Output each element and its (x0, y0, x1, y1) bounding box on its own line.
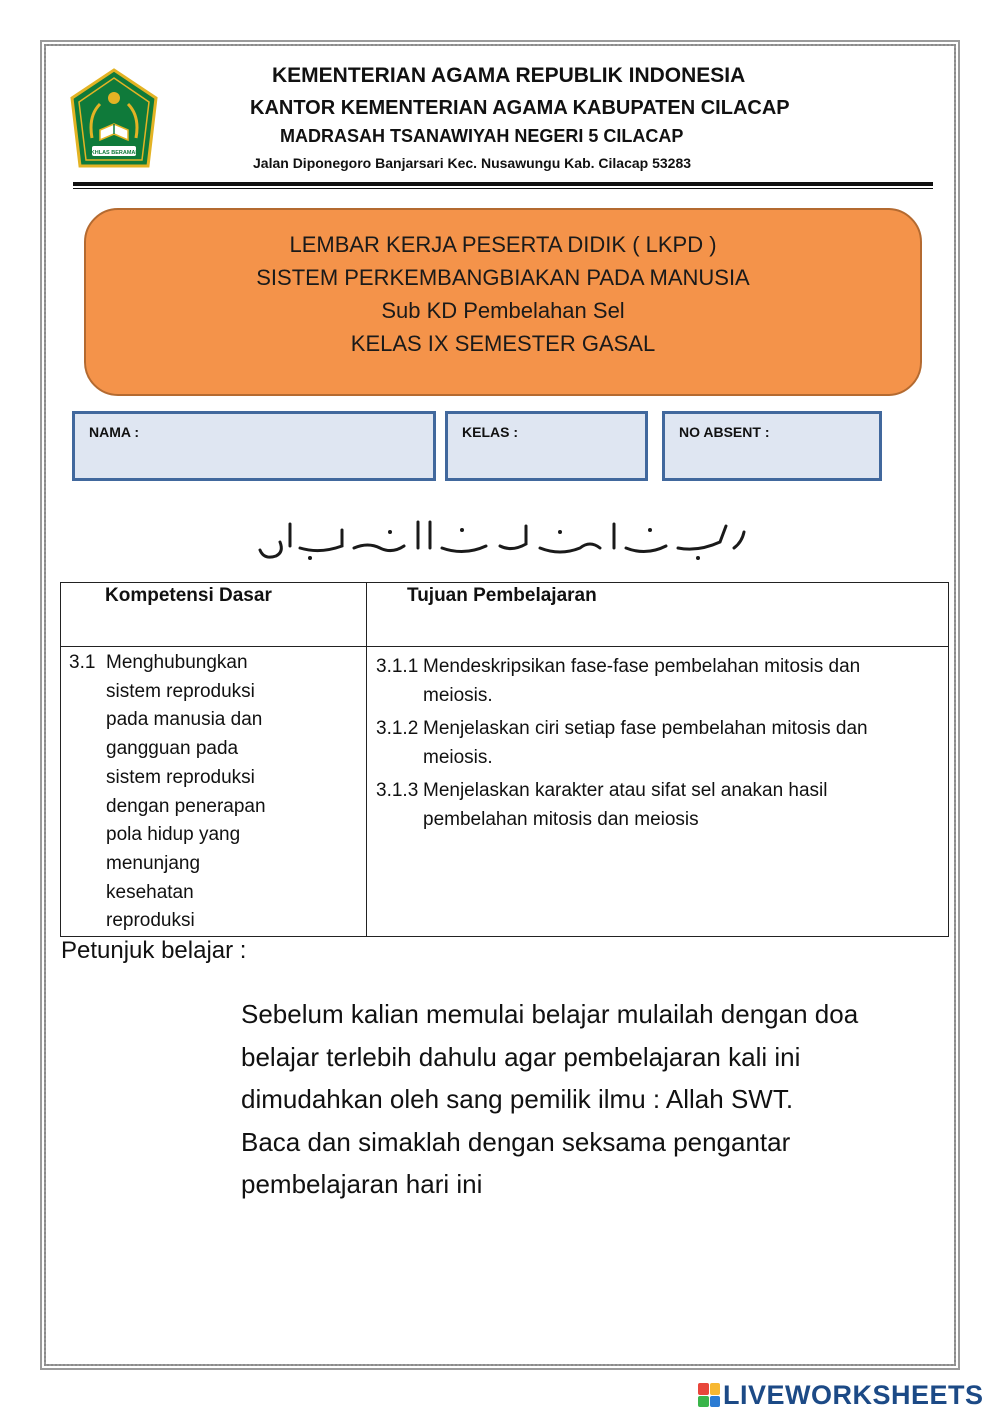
basmalah-calligraphy (250, 512, 750, 564)
kd-cell (61, 647, 367, 937)
title-line-3: Sub KD Pembelahan Sel (381, 298, 625, 323)
petunjuk-line: Sebelum kalian memulai belajar mulailah dengan doa (241, 999, 859, 1029)
brand-square-red (698, 1383, 709, 1395)
liveworksheets-brand[interactable] (698, 1379, 984, 1411)
petunjuk-line: dimudahkan oleh sang pemilik ilmu : Allah SWT. (241, 1084, 794, 1114)
list-item (376, 776, 948, 834)
header-rule-thin (73, 188, 933, 189)
worksheet-title-box (84, 208, 922, 396)
petunjuk-body (241, 993, 941, 1206)
title-line-1: LEMBAR KERJA PESERTA DIDIK ( LKPD ) (289, 232, 717, 257)
kd-line: gangguan pada (106, 738, 239, 760)
header-rule (73, 182, 933, 186)
competency-table (60, 582, 949, 937)
kd-line: dengan penerapan (106, 795, 266, 817)
liveworksheets-text: LIVEWORKSHEETS (723, 1379, 984, 1410)
tp-number: 3.1.3 (376, 780, 419, 801)
title-line-2: SISTEM PERKEMBANGBIAKAN PADA MANUSIA (256, 265, 750, 290)
brand-square-blue (710, 1396, 721, 1408)
kelas-label: KELAS : (462, 424, 518, 440)
kd-header: Kompetensi Dasar (61, 583, 367, 647)
brand-square-yellow (710, 1383, 721, 1395)
kd-line: sistem reproduksi (106, 680, 255, 702)
kelas-field[interactable] (445, 411, 648, 481)
title-line-4: KELAS IX SEMESTER GASAL (350, 331, 656, 356)
header-office: KANTOR KEMENTERIAN AGAMA KABUPATEN CILACAP (250, 97, 790, 119)
nama-field[interactable] (72, 411, 436, 481)
tp-text: Menjelaskan ciri setiap fase pembelahan mitosis dan (423, 718, 868, 739)
kd-line: sistem reproduksi (106, 766, 255, 788)
logo-motto: IKHLAS BERAMAL (89, 150, 139, 156)
table-row (61, 647, 949, 937)
star-icon (108, 92, 120, 104)
brand-square-green (698, 1396, 709, 1408)
tp-cell (367, 647, 949, 937)
list-item (376, 652, 948, 710)
table-header-row (61, 583, 949, 647)
header-ministry: KEMENTERIAN AGAMA REPUBLIK INDONESIA (272, 64, 746, 87)
kd-line: pada manusia dan (106, 709, 263, 731)
kd-line: reproduksi (106, 910, 195, 932)
tp-text: Mendeskripsikan fase-fase pembelahan mitosis dan (423, 656, 861, 677)
nama-label: NAMA : (89, 424, 140, 440)
tp-text-cont: meiosis. (423, 747, 493, 768)
liveworksheets-icon (698, 1383, 720, 1407)
tp-text-cont: pembelahan mitosis dan meiosis (423, 809, 699, 830)
header-school: MADRASAH TSANAWIYAH NEGERI 5 CILACAP (280, 126, 684, 146)
header-address: Jalan Diponegoro Banjarsari Kec. Nusawungu Kab. Cilacap 53283 (253, 155, 692, 171)
petunjuk-line: pembelajaran hari ini (241, 1169, 483, 1199)
kemenag-logo (70, 68, 158, 172)
tp-text: Menjelaskan karakter atau sifat sel anakan hasil (423, 780, 828, 801)
petunjuk-line: Baca dan simaklah dengan seksama pengantar (241, 1126, 791, 1157)
list-item (376, 714, 948, 772)
no-absent-label: NO ABSENT : (679, 424, 770, 440)
tp-text-cont: meiosis. (423, 685, 493, 706)
kd-number: 3.1 (69, 652, 96, 673)
tp-number: 3.1.2 (376, 718, 419, 739)
tp-header: Tujuan Pembelajaran (367, 583, 949, 647)
petunjuk-line: belajar terlebih dahulu agar pembelajaran kali ini (241, 1041, 801, 1072)
kd-line: Menghubungkan (106, 652, 248, 673)
kd-line: kesehatan (106, 881, 194, 903)
tp-number: 3.1.1 (376, 656, 419, 677)
no-absent-field[interactable] (662, 411, 882, 481)
kd-line: menunjang (106, 852, 201, 874)
petunjuk-title: Petunjuk belajar : (61, 937, 247, 964)
kd-line: pola hidup yang (106, 824, 241, 846)
